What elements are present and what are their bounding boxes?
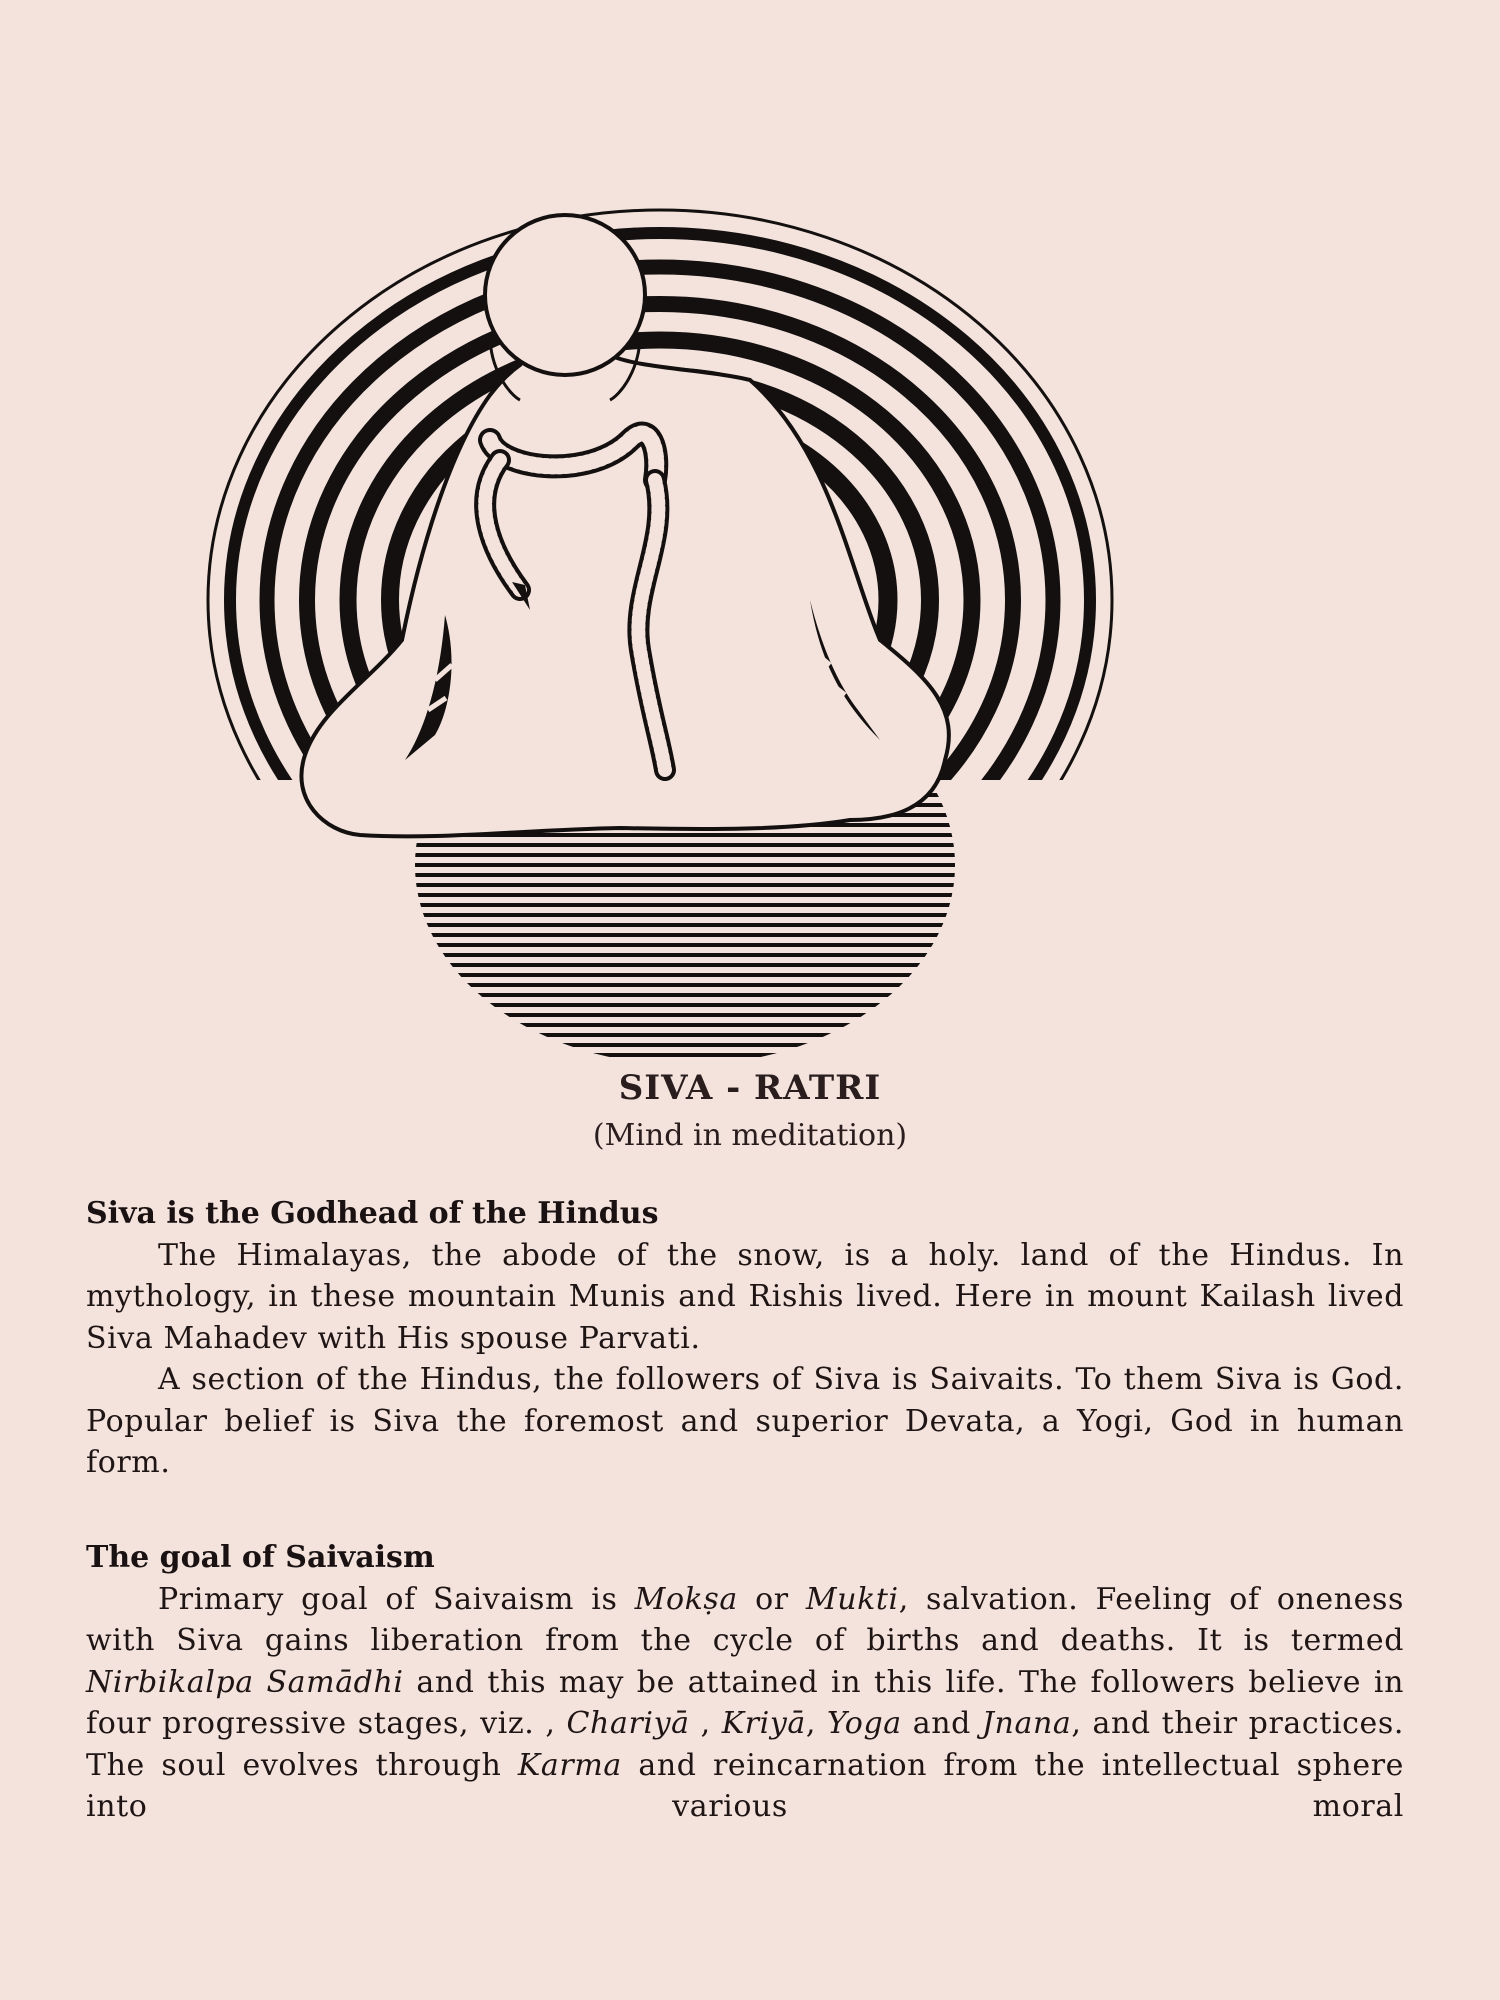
paragraph-saivaits: A section of the Hindus, the followers of Siva is Saivaits. To them Siva is God. Popular belief is Siva the foremost and superior Devata, a Yogi, God in human form. (86, 1362, 1404, 1481)
figure-subtitle: (Mind in meditation) (592, 1118, 908, 1153)
paragraph-himalayas: The Himalayas, the abode of the snow, is a holy. land of the Hindus. In mythology, in these mountain Munis and Rishis lived. Here in mount Kailash lived Siva Mahadev with His spouse Parvati. (86, 1238, 1404, 1356)
paragraph-goal: Primary goal of Saivaism is Mokṣa or Mukti, salvation. Feeling of oneness with Siva gains liberation from the cycle of births and deaths. It is termed Nirbikalpa Samādhi and this may be attained in this life. The followers believe in four progressive stages, viz. , Chariyā , Kriyā, Yoga and Jnana, and their practices. The soul evolves through Karma and reincarnation from the intellectual sphere into various moral (86, 1582, 1405, 1825)
figure-head (485, 215, 645, 375)
section-siva-godhead (86, 1196, 1404, 1483)
section-heading: The goal of Saivaism (86, 1540, 435, 1575)
figure-title: SIVA - RATRI (618, 1068, 882, 1108)
siva-meditation-illustration (190, 120, 1140, 1060)
section-goal-saivaism (86, 1540, 1404, 1827)
section-heading: Siva is the Godhead of the Hindus (86, 1196, 659, 1231)
